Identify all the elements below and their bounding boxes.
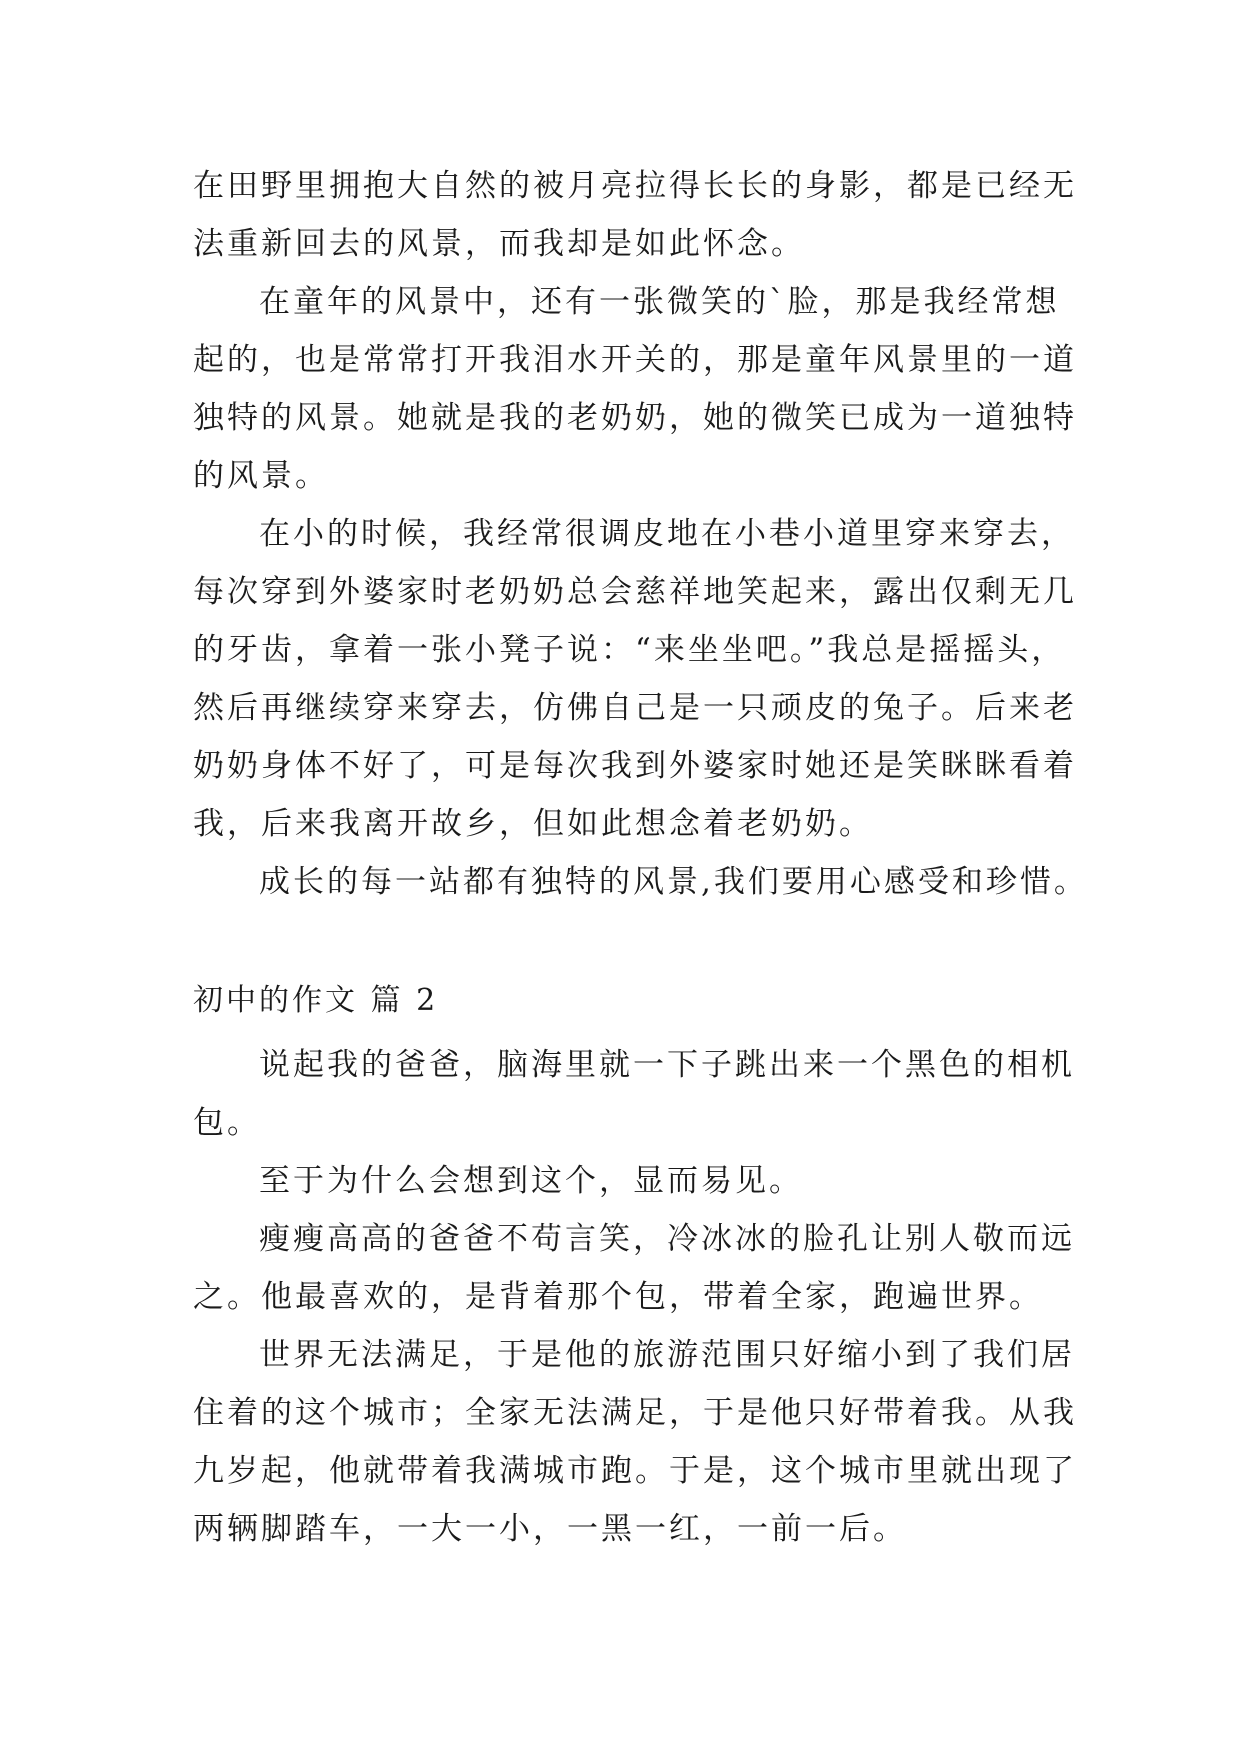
paragraph-start-line: 在童年的风景中，还有一张微笑的`脸，那是我经常想 <box>259 284 1060 320</box>
text-line: 的牙齿，拿着一张小凳子说：“来坐坐吧。”我总是摇摇头， <box>193 632 1066 668</box>
text-line: 住着的这个城市；全家无法满足，于是他只好带着我。从我 <box>193 1395 1077 1431</box>
paragraph-start-line: 说起我的爸爸，脑海里就一下子跳出来一个黑色的相机 <box>259 1047 1075 1083</box>
text-line: 独特的风景。她就是我的老奶奶，她的微笑已成为一道独特 <box>193 400 1077 436</box>
paragraph-start-line: 瘦瘦高高的爸爸不苟言笑，冷冰冰的脸孔让别人敬而远 <box>259 1221 1075 1257</box>
text-line: 起的，也是常常打开我泪水开关的，那是童年风景里的一道 <box>193 342 1077 378</box>
paragraph-start-line: 至于为什么会想到这个，显而易见。 <box>259 1163 803 1199</box>
essay-section-2 <box>193 1036 1077 1558</box>
paragraph-start-line: 在小的时候，我经常很调皮地在小巷小道里穿来穿去， <box>259 516 1075 552</box>
text-line: 之。他最喜欢的，是背着那个包，带着全家，跑遍世界。 <box>193 1279 1043 1315</box>
text-line: 在田野里拥抱大自然的被月亮拉得长长的身影，都是已经无 <box>193 168 1077 204</box>
text-line: 我，后来我离开故乡，但如此想念着老奶奶。 <box>193 806 873 842</box>
text-line: 然后再继续穿来穿去，仿佛自己是一只顽皮的兔子。后来老 <box>193 690 1077 726</box>
paragraph-start-line: 世界无法满足，于是他的旅游范围只好缩小到了我们居 <box>259 1337 1075 1373</box>
text-line: 包。 <box>193 1105 261 1141</box>
text-line: 的风景。 <box>193 458 329 494</box>
text-line: 两辆脚踏车，一大一小，一黑一红，一前一后。 <box>193 1511 907 1547</box>
text-line: 法重新回去的风景，而我却是如此怀念。 <box>193 226 805 262</box>
essay-section-1 <box>193 157 1088 911</box>
essay-heading: 初中的作文 篇 2 <box>193 983 439 1018</box>
text-line: 九岁起，他就带着我满城市跑。于是，这个城市里就出现了 <box>193 1453 1077 1489</box>
text-line: 奶奶身体不好了，可是每次我到外婆家时她还是笑眯眯看着 <box>193 748 1077 784</box>
text-line: 每次穿到外婆家时老奶奶总会慈祥地笑起来，露出仅剩无几 <box>193 574 1077 610</box>
paragraph-start-line: 成长的每一站都有独特的风景,我们要用心感受和珍惜。 <box>259 864 1088 900</box>
